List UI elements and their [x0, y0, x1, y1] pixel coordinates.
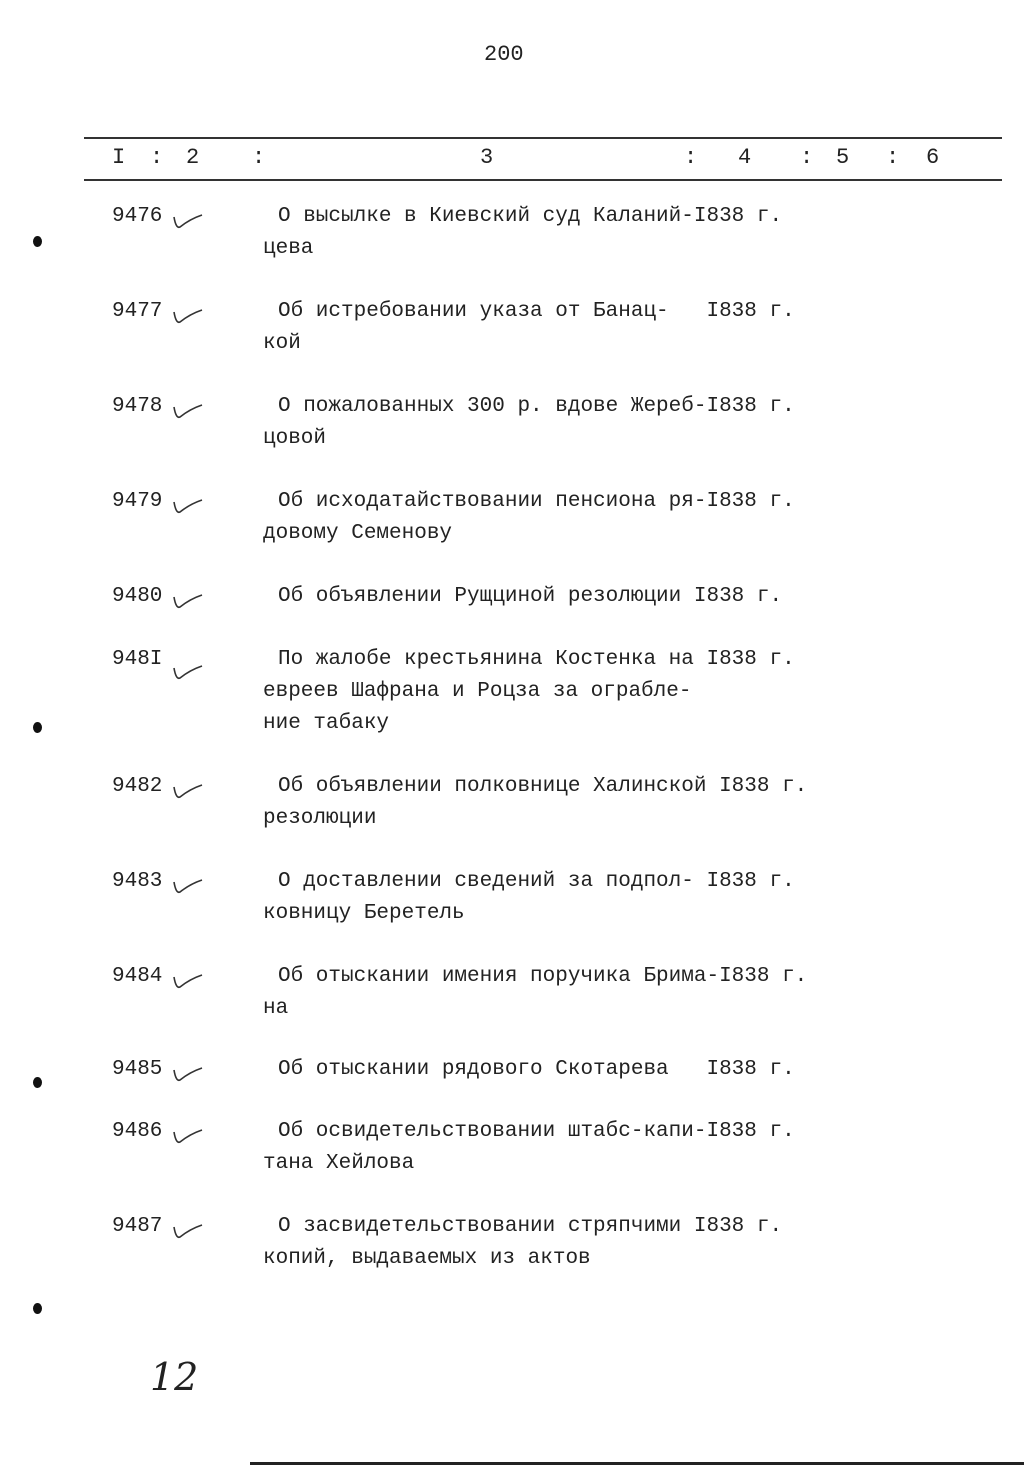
checkmark-icon: [170, 209, 204, 233]
col-sep: :: [684, 145, 698, 170]
checkmark-icon: [170, 1062, 204, 1086]
item-title: Об отыскании рядового Скотарева I838 г.: [278, 1058, 795, 1081]
handwritten-note: 12: [150, 1355, 199, 1399]
punch-hole: [33, 236, 42, 247]
checkmark-icon: [170, 304, 204, 328]
punch-hole: [33, 1303, 42, 1314]
item-title: О доставлении сведений за подпол- I838 г.: [278, 870, 795, 893]
checkmark-icon: [170, 589, 204, 613]
checkmark-icon: [170, 969, 204, 993]
item-title-continuation: резолюции: [263, 807, 377, 830]
item-number: 9479: [112, 490, 163, 513]
item-title-continuation: ние табаку: [263, 712, 390, 735]
checkmark-icon: [170, 1124, 204, 1148]
item-number: 9486: [112, 1120, 163, 1143]
punch-hole: [33, 1077, 42, 1088]
item-number: 9482: [112, 775, 163, 798]
col-6-label: 6: [926, 145, 940, 170]
item-number: 9477: [112, 300, 163, 323]
item-title-continuation: цовой: [263, 427, 327, 450]
item-title: Об исходатайствовании пенсиона ря-I838 г.: [278, 490, 795, 513]
item-number: 9483: [112, 870, 163, 893]
page-number: 200: [484, 42, 524, 67]
item-title-continuation: ковницу Беретель: [263, 902, 465, 925]
checkmark-icon: [170, 779, 204, 803]
punch-hole: [33, 722, 42, 733]
item-title-continuation: кой: [263, 332, 301, 355]
item-number: 948I: [112, 648, 163, 671]
item-title-continuation: на: [263, 997, 289, 1020]
item-number: 9487: [112, 1215, 163, 1238]
bottom-rule: [250, 1462, 1024, 1465]
header-top-rule: [84, 137, 1002, 139]
item-title-continuation: евреев Шафрана и Роцза за ограбле-: [263, 680, 692, 703]
item-number: 9476: [112, 205, 163, 228]
checkmark-icon: [170, 494, 204, 518]
checkmark-icon: [170, 874, 204, 898]
col-sep: :: [150, 145, 164, 170]
item-title: Об объявлении Рущциной резолюции I838 г.: [278, 585, 783, 608]
checkmark-icon: [170, 660, 204, 684]
item-title: Об отыскании имения поручика Брима-I838 г.: [278, 965, 808, 988]
item-title: О засвидетельствовании стряпчими I838 г.: [278, 1215, 783, 1238]
col-2-label: 2: [186, 145, 200, 170]
item-title-continuation: копий, выдаваемых из актов: [263, 1247, 591, 1270]
col-sep: :: [252, 145, 266, 170]
item-title-continuation: тана Хейлова: [263, 1152, 415, 1175]
item-title: О пожалованных 300 р. вдове Жереб-I838 г.: [278, 395, 795, 418]
checkmark-icon: [170, 1219, 204, 1243]
item-title: По жалобе крестьянина Костенка на I838 г.: [278, 648, 795, 671]
col-4-label: 4: [738, 145, 752, 170]
item-number: 9485: [112, 1058, 163, 1081]
item-title: О высылке в Киевский суд Каланий-I838 г.: [278, 205, 783, 228]
item-number: 9484: [112, 965, 163, 988]
item-title-continuation: довому Семенову: [263, 522, 453, 545]
col-3-label: 3: [480, 145, 494, 170]
item-title: Об истребовании указа от Банац- I838 г.: [278, 300, 795, 323]
col-sep: :: [800, 145, 814, 170]
checkmark-icon: [170, 399, 204, 423]
header-bottom-rule: [84, 179, 1002, 181]
item-number: 9478: [112, 395, 163, 418]
item-title: Об освидетельствовании штабс-капи-I838 г.: [278, 1120, 795, 1143]
col-sep: :: [886, 145, 900, 170]
item-title-continuation: цева: [263, 237, 314, 260]
item-title: Об объявлении полковнице Халинской I838 г.: [278, 775, 808, 798]
col-5-label: 5: [836, 145, 850, 170]
item-number: 9480: [112, 585, 163, 608]
col-1-label: I: [112, 145, 126, 170]
